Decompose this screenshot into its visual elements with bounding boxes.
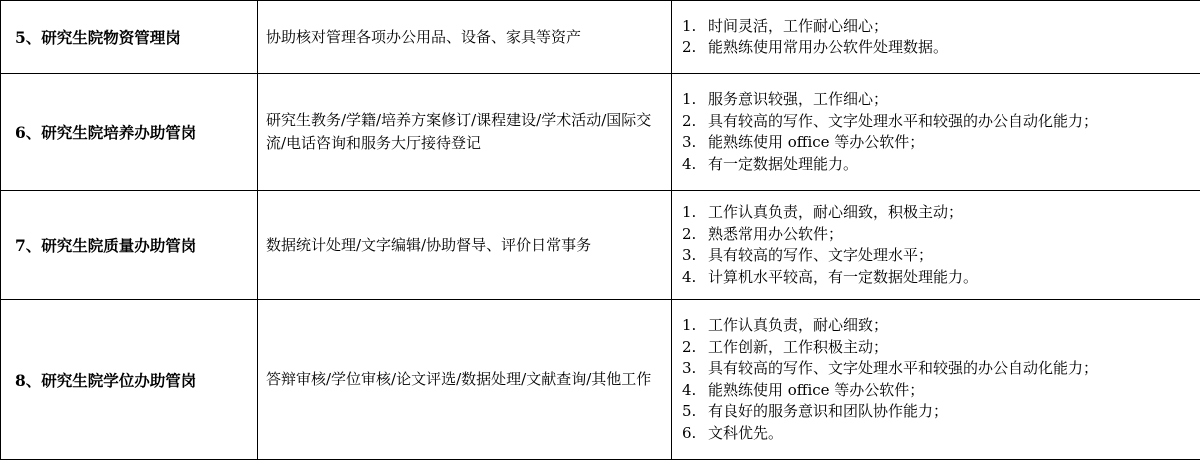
requirement-item: 1. 工作认真负责，耐心细致； <box>682 316 889 334</box>
position-title: 8、研究生院学位办助管岗 <box>1 300 258 460</box>
requirement-item: 1. 服务意识较强，工作细心； <box>682 90 889 108</box>
position-duty: 协助核对管理各项办公用品、设备、家具等资产 <box>258 1 672 74</box>
requirement-item: 4. 能熟练使用 office 等办公软件； <box>682 380 925 399</box>
position-requirements <box>672 74 1200 191</box>
requirement-item: 3. 具有较高的写作、文字处理水平和较强的办公自动化能力； <box>682 359 1099 377</box>
requirement-item: 3. 具有较高的写作、文字处理水平； <box>682 246 934 264</box>
requirement-item: 5. 有良好的服务意识和团队协作能力； <box>682 402 949 420</box>
position-requirements <box>672 300 1200 460</box>
table-row <box>1 74 1200 191</box>
requirement-item: 3. 能熟练使用 office 等办公软件； <box>682 133 925 151</box>
table-row <box>1 1 1200 74</box>
position-title: 7、研究生院质量办助管岗 <box>1 191 258 300</box>
position-duty: 研究生教务/学籍/培养方案修订/课程建设/学术活动/国际交流/电话咨询和服务大厅接待登记 <box>258 74 672 191</box>
requirement-item: 4. 有一定数据处理能力。 <box>682 154 859 173</box>
requirement-item: 1. 时间灵活，工作耐心细心； <box>682 16 889 35</box>
requirement-item: 4. 计算机水平较高，有一定数据处理能力。 <box>682 267 979 286</box>
table-row <box>1 191 1200 300</box>
table-row <box>1 300 1200 460</box>
position-title: 5、研究生院物资管理岗 <box>1 1 258 74</box>
requirement-item: 2. 具有较高的写作、文字处理水平和较强的办公自动化能力； <box>682 111 1099 130</box>
position-requirements <box>672 1 1200 74</box>
requirement-item: 6. 文科优先。 <box>682 423 784 442</box>
position-requirements <box>672 191 1200 300</box>
requirement-item: 2. 能熟练使用常用办公软件处理数据。 <box>682 38 949 56</box>
requirement-item: 2. 工作创新，工作积极主动； <box>682 337 889 356</box>
requirement-item: 2. 熟悉常用办公软件； <box>682 224 844 243</box>
position-duty: 答辩审核/学位审核/论文评选/数据处理/文献查询/其他工作 <box>258 300 672 460</box>
requirement-item: 1. 工作认真负责，耐心细致，积极主动； <box>682 203 964 221</box>
position-duty: 数据统计处理/文字编辑/协助督导、评价日常事务 <box>258 191 672 300</box>
position-title: 6、研究生院培养办助管岗 <box>1 74 258 191</box>
